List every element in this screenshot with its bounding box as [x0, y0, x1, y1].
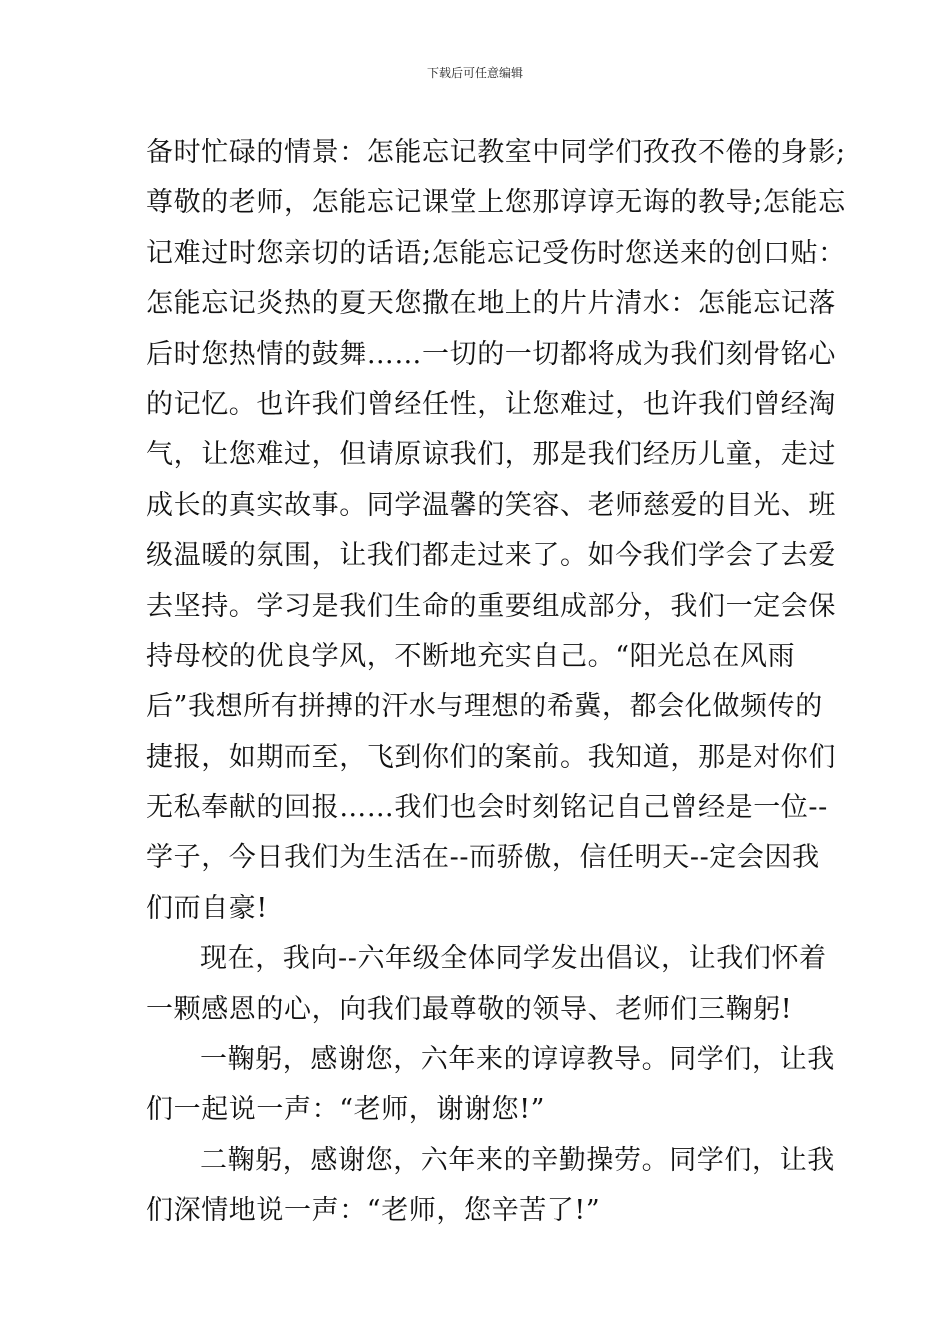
- body-line: 们一起说一声：“老师，谢谢您!”: [146, 1094, 546, 1126]
- body-line: 们而自豪!: [146, 892, 268, 924]
- body-line: 学子，今日我们为生活在--而骄傲，信任明天--定会因我: [146, 842, 820, 874]
- body-line: 们深情地说一声：“老师，您辛苦了!”: [146, 1195, 601, 1227]
- body-line: 记难过时您亲切的话语;怎能忘记受伤时您送来的创口贴：: [146, 237, 846, 269]
- body-line: 捷报，如期而至，飞到你们的案前。我知道，那是对你们: [146, 741, 836, 773]
- body-line: 备时忙碌的情景：怎能忘记教室中同学们孜孜不倦的身影;: [146, 137, 846, 168]
- body-line: 怎能忘记炎热的夏天您撒在地上的片片清水：怎能忘记落: [146, 288, 836, 320]
- paragraph-start-line: 一鞠躬，感谢您，六年来的谆谆教导。同学们，让我: [200, 1044, 835, 1076]
- body-line: 后”我想所有拼搏的汗水与理想的希冀，都会化做频传的: [146, 691, 823, 723]
- body-line: 持母校的优良学风，不断地充实自己。“阳光总在风雨: [146, 640, 796, 672]
- body-line: 级温暖的氛围，让我们都走过来了。如今我们学会了去爱: [146, 540, 836, 572]
- body-line: 成长的真实故事。同学温馨的笑容、老师慈爱的目光、班: [146, 489, 836, 521]
- paragraph-start-line: 现在，我向--六年级全体同学发出倡议，让我们怀着: [200, 943, 827, 975]
- body-line: 去坚持。学习是我们生命的重要组成部分，我们一定会保: [146, 590, 836, 622]
- body-line: 无私奉献的回报……我们也会时刻铭记自己曾经是一位--: [146, 792, 828, 824]
- body-line: 的记忆。也许我们曾经任性，让您难过，也许我们曾经淘: [146, 388, 836, 420]
- page-header: 下载后可任意编辑: [426, 66, 523, 80]
- body-line: 后时您热情的鼓舞……一切的一切都将成为我们刻骨铭心: [146, 338, 836, 370]
- body-line: 气，让您难过，但请原谅我们，那是我们经历儿童，走过: [146, 439, 836, 471]
- body-line: 一颗感恩的心，向我们最尊敬的领导、老师们三鞠躬!: [146, 993, 793, 1025]
- paragraph-start-line: 二鞠躬，感谢您，六年来的辛勤操劳。同学们，让我: [200, 1144, 835, 1176]
- document-body: [146, 128, 846, 1237]
- body-line: 尊敬的老师，怎能忘记课堂上您那谆谆无诲的教导;怎能忘: [146, 187, 846, 219]
